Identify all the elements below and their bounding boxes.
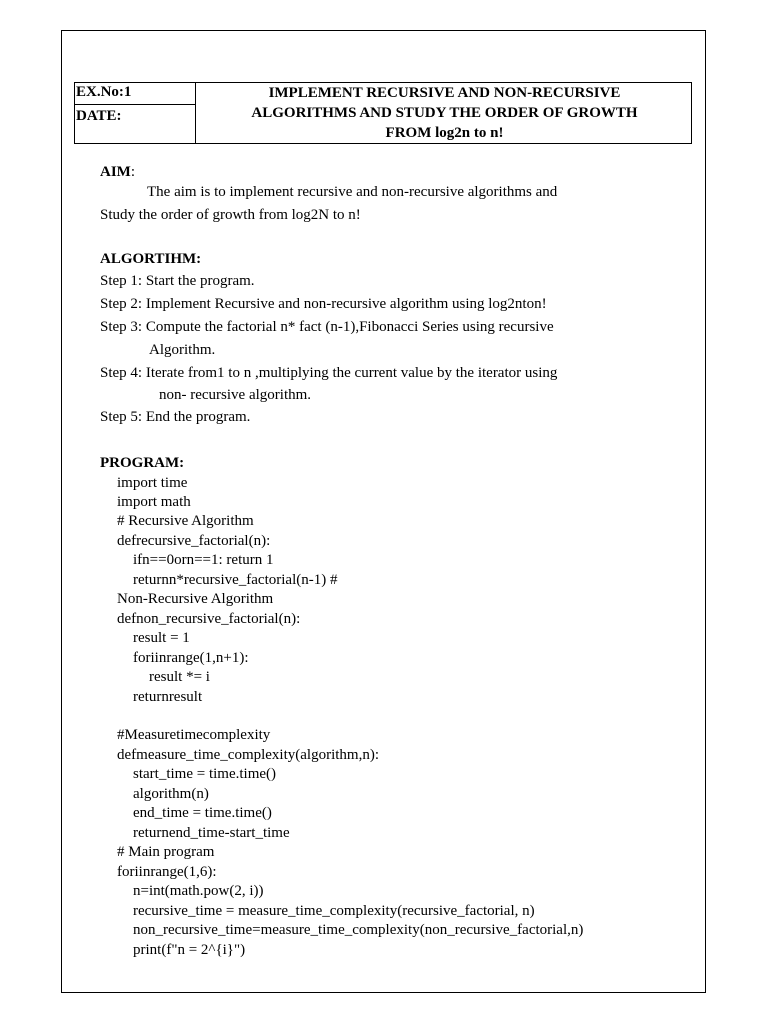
code-line: algorithm(n)	[133, 786, 209, 802]
aim-line-2: Study the order of growth from log2N to n!	[100, 207, 361, 223]
code-line: print(f"n = 2^{i}")	[133, 942, 246, 958]
header-table	[74, 82, 692, 144]
aim-heading-row	[100, 163, 135, 182]
code-line: returnresult	[133, 689, 203, 705]
title-line-3: FROM log2n to n!	[385, 125, 504, 141]
aim-heading: AIM	[100, 164, 131, 180]
code-line: # Main program	[117, 844, 215, 860]
code-line: import math	[117, 494, 191, 510]
title-line-2: ALGORITHMS AND STUDY THE ORDER OF GROWTH	[251, 105, 638, 121]
ex-no-label: EX.No:1	[76, 84, 132, 100]
algorithm-step-2: Step 2: Implement Recursive and non-recursive algorithm using log2nton!	[100, 296, 547, 312]
aim-line-1: The aim is to implement recursive and non-recursive algorithms and	[147, 184, 558, 200]
algorithm-heading: ALGORTIHM:	[100, 251, 202, 267]
aim-colon: :	[130, 164, 135, 180]
code-line: start_time = time.time()	[133, 766, 277, 782]
algorithm-step-3: Step 3: Compute the factorial n* fact (n-1),Fibonacci Series using recursive	[100, 319, 554, 335]
header-divider-horizontal	[75, 104, 195, 105]
code-line: result *= i	[149, 669, 210, 685]
code-line: recursive_time = measure_time_complexity(recursive_factorial, n)	[133, 903, 535, 919]
algorithm-step-1: Step 1: Start the program.	[100, 273, 255, 289]
code-line: Non-Recursive Algorithm	[117, 591, 274, 607]
code-line: ifn==0orn==1: return 1	[133, 552, 274, 568]
code-line: defnon_recursive_factorial(n):	[117, 611, 301, 627]
code-line: #Measuretimecomplexity	[117, 727, 271, 743]
code-line: result = 1	[133, 630, 190, 646]
code-line: # Recursive Algorithm	[117, 513, 254, 529]
code-line: defrecursive_factorial(n):	[117, 533, 271, 549]
code-line: import time	[117, 475, 188, 491]
title-line-1: IMPLEMENT RECURSIVE AND NON-RECURSIVE	[268, 85, 621, 101]
code-line: end_time = time.time()	[133, 805, 272, 821]
program-heading: PROGRAM:	[100, 455, 185, 471]
code-line: returnn*recursive_factorial(n-1) #	[133, 572, 338, 588]
code-line: defmeasure_time_complexity(algorithm,n):	[117, 747, 380, 763]
code-line: foriinrange(1,6):	[117, 864, 217, 880]
algorithm-step-4: Step 4: Iterate from1 to n ,multiplying the current value by the iterator using	[100, 365, 558, 381]
algorithm-step-5: Step 5: End the program.	[100, 409, 251, 425]
code-line: n=int(math.pow(2, i))	[133, 883, 264, 899]
date-label: DATE:	[76, 108, 122, 124]
code-line: returnend_time-start_time	[133, 825, 290, 841]
experiment-title	[196, 83, 693, 143]
code-line: non_recursive_time=measure_time_complexity(non_recursive_factorial,n)	[133, 922, 584, 938]
algorithm-step-3-cont: Algorithm.	[149, 342, 216, 358]
code-line: foriinrange(1,n+1):	[133, 650, 249, 666]
algorithm-step-4-cont: non- recursive algorithm.	[159, 387, 312, 403]
